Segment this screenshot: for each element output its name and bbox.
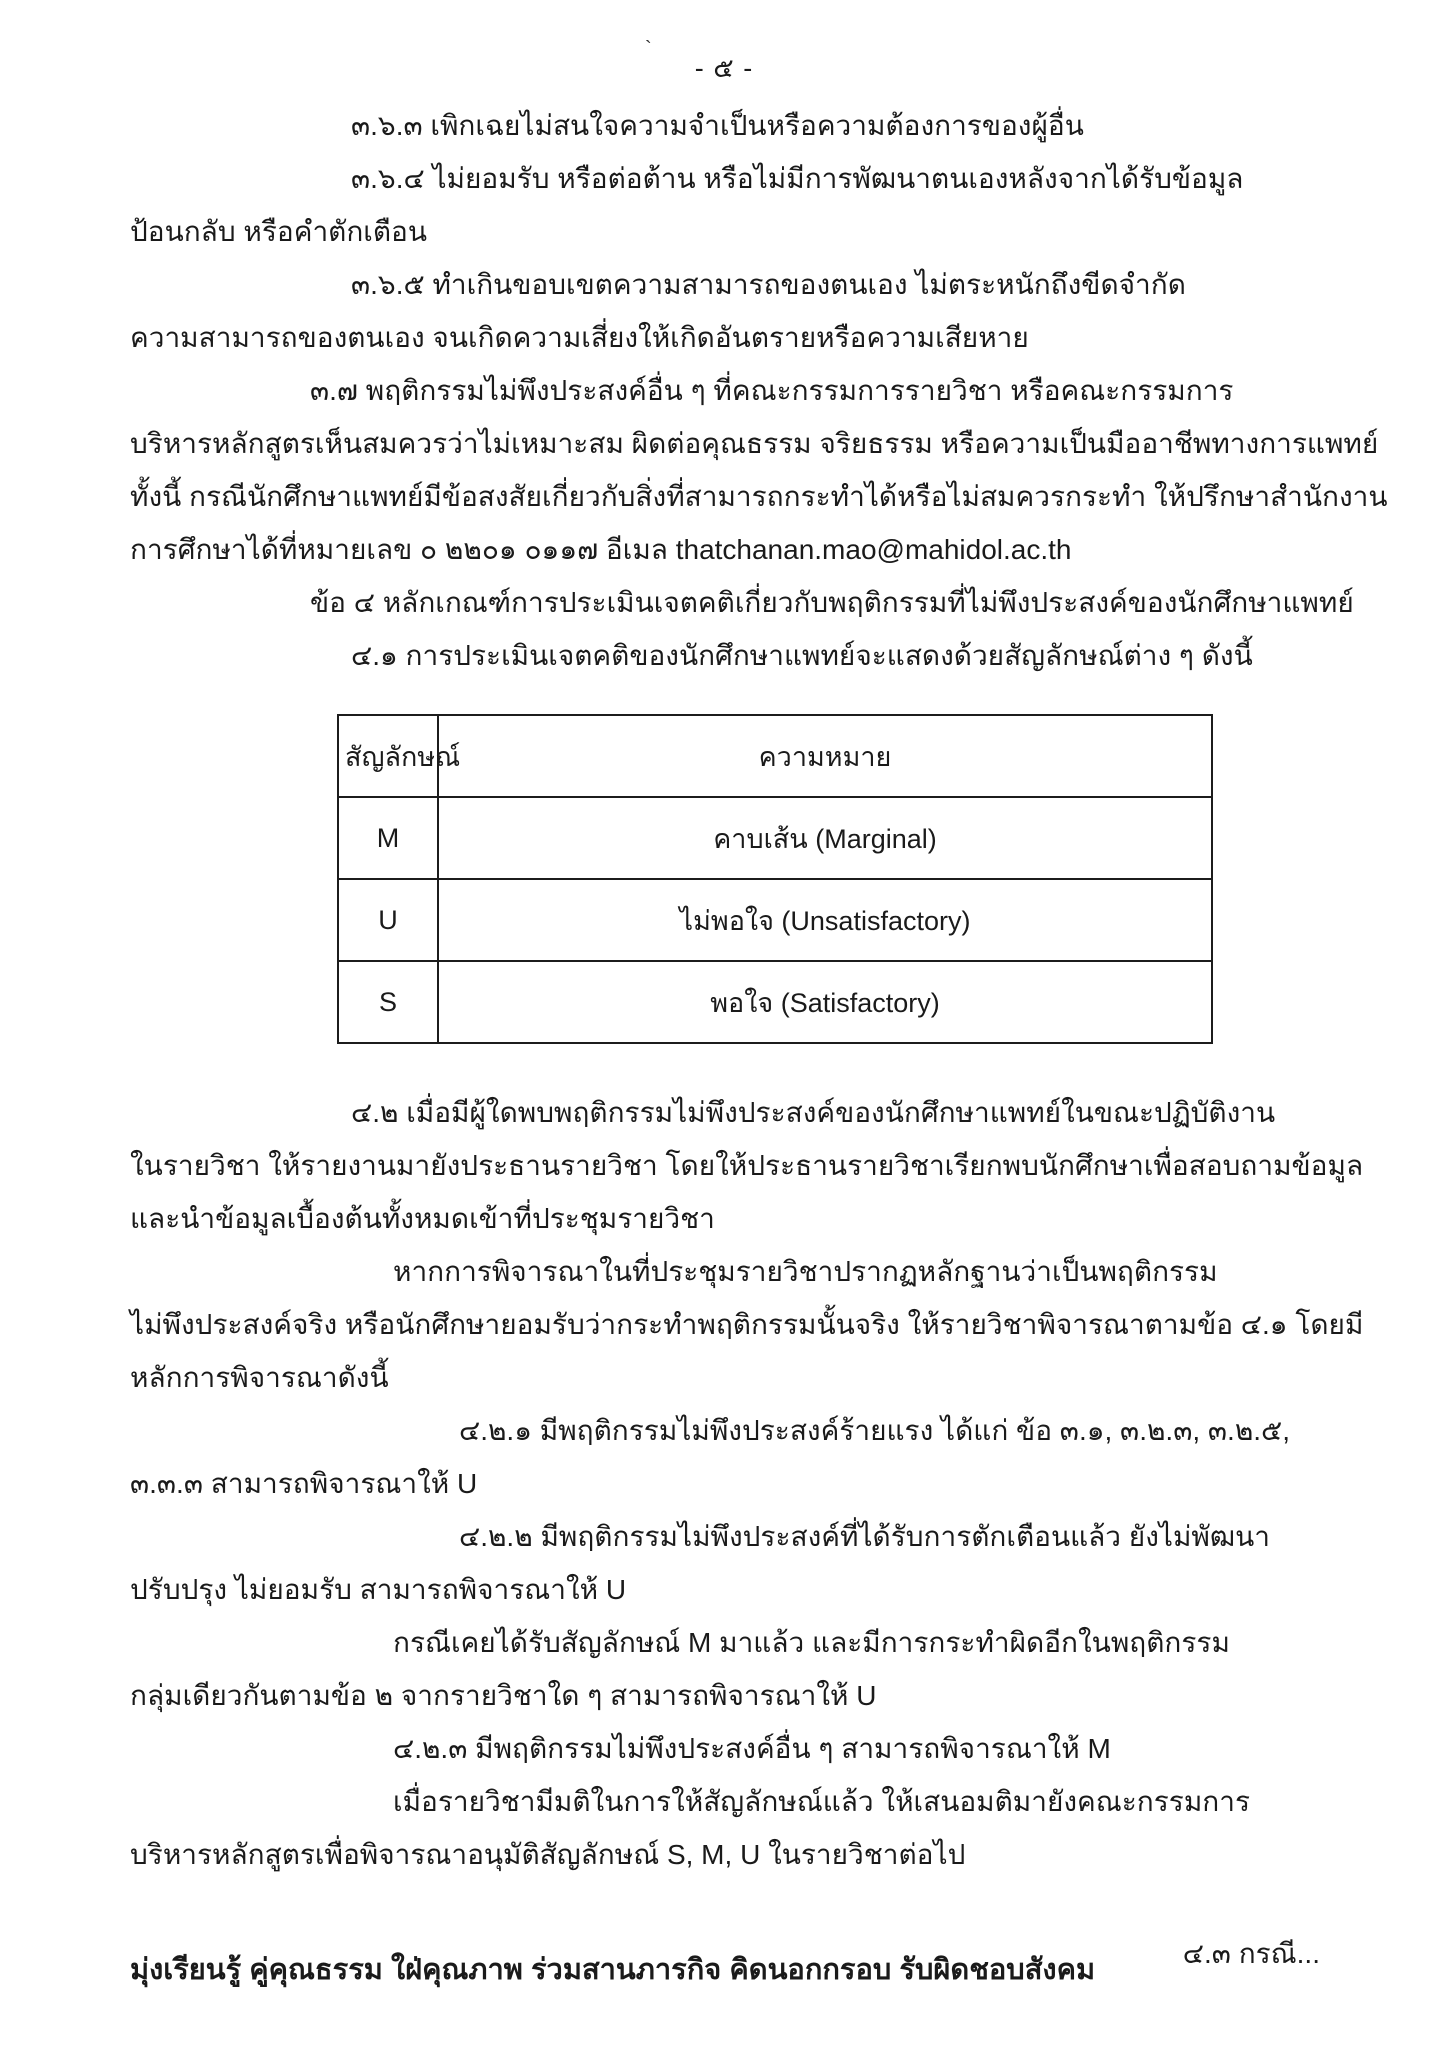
text-line: บริหารหลักสูตรเห็นสมควรว่าไม่เหมาะสม ผิดต่อคุณธรรม จริยธรรม หรือความเป็นมืออาชีพทางการแพทย์ xyxy=(130,428,1379,459)
text-line: ไม่พึงประสงค์จริง หรือนักศึกษายอมรับว่ากระทำพฤติกรรมนั้นจริง ให้รายวิชาพิจารณาตามข้อ ๔.๑ โดยมี xyxy=(130,1309,1364,1340)
text-line: ทั้งนี้ กรณีนักศึกษาแพทย์มีข้อสงสัยเกี่ยวกับสิ่งที่สามารถกระทำได้หรือไม่สมควรกระทำ ให้ปรึกษาสำนักงาน xyxy=(130,481,1388,512)
table-header-row xyxy=(338,715,1212,797)
text-line: ๓.๖.๓ เพิกเฉยไม่สนใจความจำเป็นหรือความต้องการของผู้อื่น xyxy=(351,110,1084,141)
document-body xyxy=(0,89,1448,1980)
meaning-cell: พอใจ (Satisfactory) xyxy=(438,961,1212,1043)
text-line: ๓.๖.๕ ทำเกินขอบเขตความสามารถของตนเอง ไม่ตระหนักถึงขีดจำกัด xyxy=(351,269,1186,300)
table-header-cell: สัญลักษณ์ xyxy=(338,715,438,797)
table-body xyxy=(338,797,1212,1043)
text-line: หลักการพิจารณาดังนี้ xyxy=(130,1362,389,1393)
symbol-cell: S xyxy=(338,961,438,1043)
text-line: ๔.๑ การประเมินเจตคติของนักศึกษาแพทย์จะแสดงด้วยสัญลักษณ์ต่าง ๆ ดังนี้ xyxy=(351,640,1253,671)
table-row xyxy=(338,879,1212,961)
page-number: - ๕ - xyxy=(694,53,754,83)
text-line: หากการพิจารณาในที่ประชุมรายวิชาปรากฏหลักฐานว่าเป็นพฤติกรรม xyxy=(393,1256,1218,1287)
text-line: กลุ่มเดียวกันตามข้อ ๒ จากรายวิชาใด ๆ สามารถพิจารณาให้ U xyxy=(130,1680,877,1711)
text-line: ๔.๒ เมื่อมีผู้ใดพบพฤติกรรมไม่พึงประสงค์ของนักศึกษาแพทย์ในขณะปฏิบัติงาน xyxy=(351,1097,1276,1128)
meaning-cell: ไม่พอใจ (Unsatisfactory) xyxy=(438,879,1212,961)
table-header-cell: ความหมาย xyxy=(438,715,1212,797)
paragraphs-after-table xyxy=(130,1086,1364,1881)
table-row xyxy=(338,961,1212,1043)
table-row xyxy=(338,797,1212,879)
text-line: ๔.๒.๓ มีพฤติกรรมไม่พึงประสงค์อื่น ๆ สามารถพิจารณาให้ M xyxy=(393,1733,1111,1764)
text-line: และนำข้อมูลเบื้องต้นทั้งหมดเข้าที่ประชุมรายวิชา xyxy=(130,1203,715,1234)
text-line: ป้อนกลับ หรือคำตักเตือน xyxy=(130,216,428,247)
continuation-note: ๔.๓ กรณี... xyxy=(1182,1938,1320,1969)
paragraphs-before-table xyxy=(130,99,1388,682)
text-line: ความสามารถของตนเอง จนเกิดความเสี่ยงให้เกิดอันตรายหรือความเสียหาย xyxy=(130,322,1029,353)
meaning-cell: คาบเส้น (Marginal) xyxy=(438,797,1212,879)
text-line: ๓.๗ พฤติกรรมไม่พึงประสงค์อื่น ๆ ที่คณะกรรมการรายวิชา หรือคณะกรรมการ xyxy=(310,375,1234,406)
symbol-cell: M xyxy=(338,797,438,879)
text-line: ปรับปรุง ไม่ยอมรับ สามารถพิจารณาให้ U xyxy=(130,1574,627,1605)
text-line: ในรายวิชา ให้รายงานมายังประธานรายวิชา โดยให้ประธานรายวิชาเรียกพบนักศึกษาเพื่อสอบถามข้อมูล xyxy=(130,1150,1364,1181)
text-line: เมื่อรายวิชามีมติในการให้สัญลักษณ์แล้ว ให้เสนอมติมายังคณะกรรมการ xyxy=(393,1786,1251,1817)
page-footer: มุ่งเรียนรู้ คู่คุณธรรม ใฝ่คุณภาพ ร่วมสานภารกิจ คิดนอกกรอบ รับผิดชอบสังคม xyxy=(130,1954,1096,1986)
text-line: ข้อ ๔ หลักเกณฑ์การประเมินเจตคติเกี่ยวกับพฤติกรรมที่ไม่พึงประสงค์ของนักศึกษาแพทย์ xyxy=(310,587,1354,618)
scan-artifact: ` xyxy=(645,38,652,60)
text-line: บริหารหลักสูตรเพื่อพิจารณาอนุมัติสัญลักษณ์ S, M, U ในรายวิชาต่อไป xyxy=(130,1839,966,1870)
text-line: กรณีเคยได้รับสัญลักษณ์ M มาแล้ว และมีการกระทำผิดอีกในพฤติกรรม xyxy=(393,1627,1230,1658)
text-line: ๓.๓.๓ สามารถพิจารณาให้ U xyxy=(130,1468,478,1499)
text-line: ๔.๒.๑ มีพฤติกรรมไม่พึงประสงค์ร้ายแรง ได้แก่ ข้อ ๓.๑, ๓.๒.๓, ๓.๒.๕, xyxy=(459,1415,1291,1446)
text-line: การศึกษาได้ที่หมายเลข ๐ ๒๒๐๑ ๐๑๑๗ อีเมล thatchanan.mao@mahidol.ac.th xyxy=(130,534,1072,565)
text-line: ๔.๒.๒ มีพฤติกรรมไม่พึงประสงค์ที่ได้รับการตักเตือนแล้ว ยังไม่พัฒนา xyxy=(459,1521,1271,1552)
text-line: ๓.๖.๔ ไม่ยอมรับ หรือต่อต้าน หรือไม่มีการพัฒนาตนเองหลังจากได้รับข้อมูล xyxy=(351,163,1244,194)
symbol-cell: U xyxy=(338,879,438,961)
table-head xyxy=(338,715,1212,797)
symbol-meaning-table xyxy=(337,714,1213,1044)
